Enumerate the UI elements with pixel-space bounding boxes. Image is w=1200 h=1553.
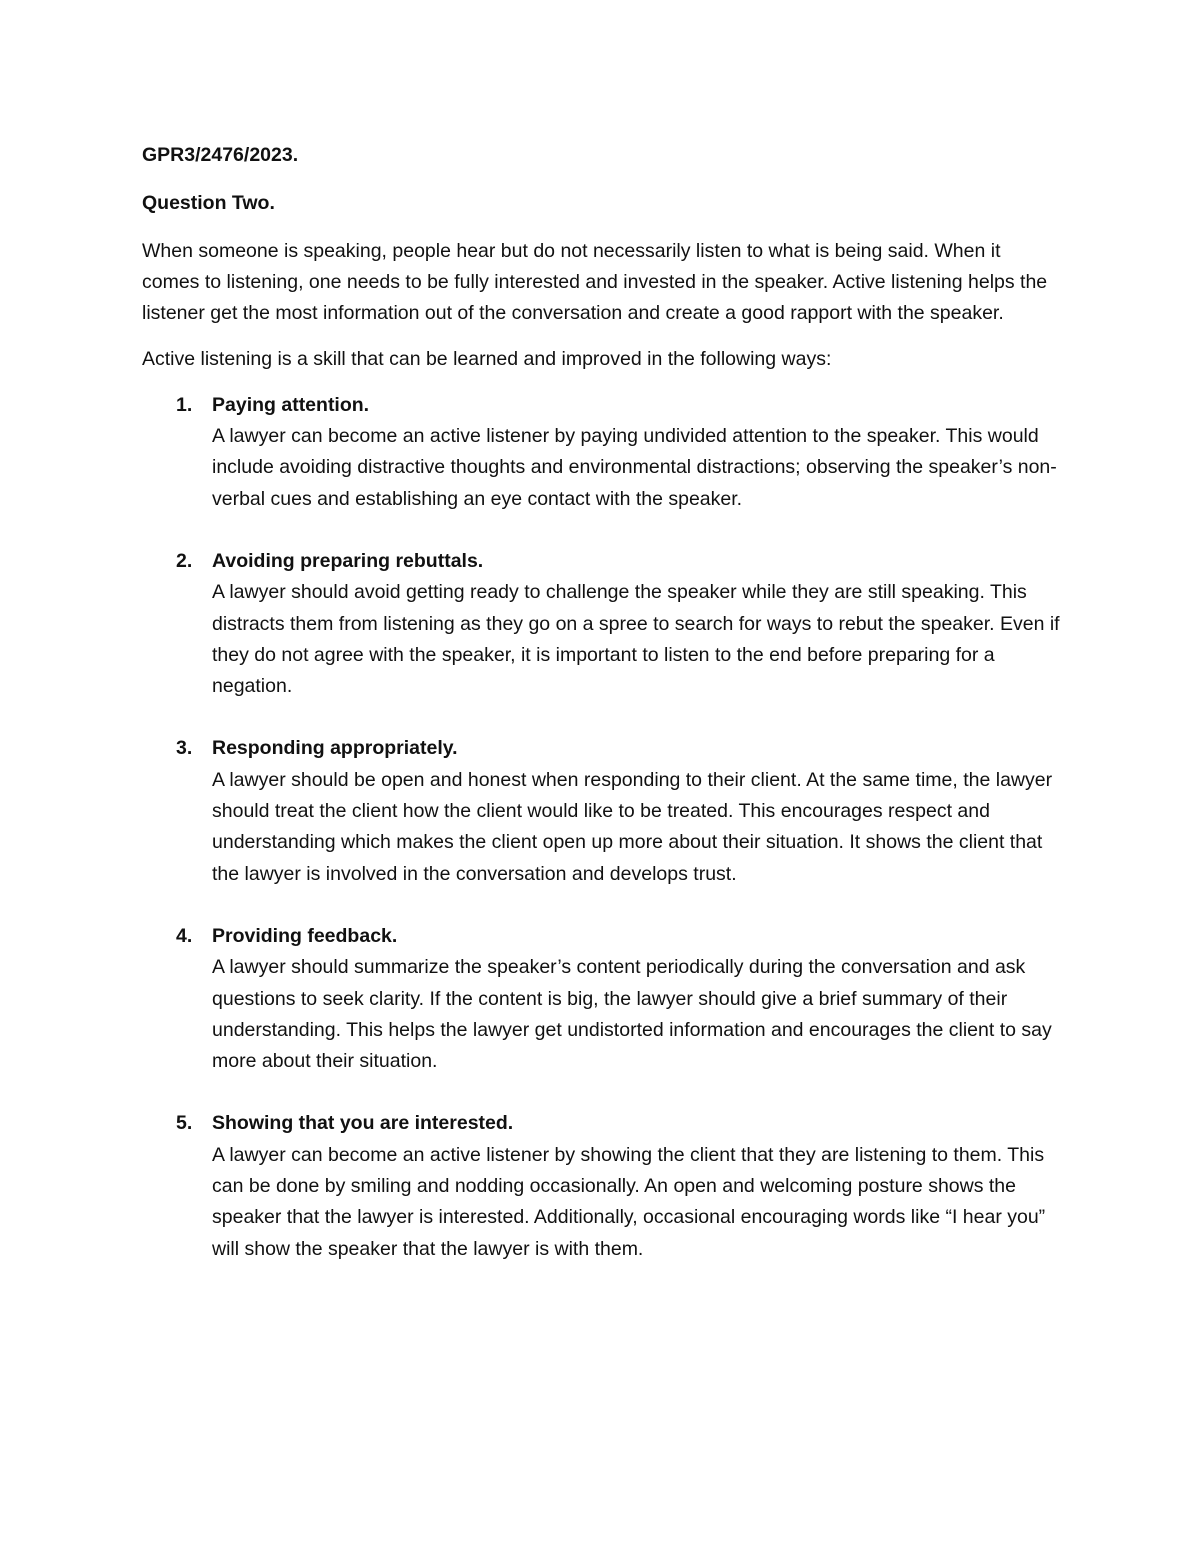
list-item-number: 5. xyxy=(176,1112,193,1135)
list-item-heading: Paying attention. xyxy=(212,393,370,416)
list-item-number: 1. xyxy=(176,393,193,416)
ways-list xyxy=(142,390,1062,1265)
list-item xyxy=(142,1108,1062,1264)
list-item-body: A lawyer can become an active listener by paying undivided attention to the speaker. This would include avoiding distractive thoughts and environmental distractions; observing the speaker’s non-verbal cues and establishing an eye contact with the speaker. xyxy=(212,425,1057,510)
document-id: GPR3/2476/2023. xyxy=(142,144,299,166)
list-item xyxy=(142,546,1062,702)
list-item-body: A lawyer should be open and honest when responding to their client. At the same time, the lawyer should treat the client how the client would like to be treated. This encourages respect and understanding which makes the client open up more about their situation. It shows the client that the lawyer is involved in the conversation and develops trust. xyxy=(212,768,1053,885)
list-item xyxy=(142,733,1062,889)
list-item-body: A lawyer should summarize the speaker’s content periodically during the conversation and ask questions to seek clarity. If the content is big, the lawyer should give a brief summary of their understanding. This helps the lawyer get undistorted information and encourages the client to say more about their situation. xyxy=(212,956,1052,1073)
document-page xyxy=(142,140,1062,1296)
intro-paragraph: When someone is speaking, people hear but do not necessarily listen to what is being said. When it comes to listening, one needs to be fully interested and invested in the speaker. Active listening helps the listener get the most information out of the conversation and create a good rapport with the speaker. xyxy=(142,239,1048,325)
list-item-number: 3. xyxy=(176,737,193,760)
list-item-heading: Responding appropriately. xyxy=(212,737,458,760)
list-item-body: A lawyer can become an active listener by showing the client that they are listening to them. This can be done by smiling and nodding occasionally. An open and welcoming posture shows the speaker that the lawyer is interested. Additionally, occasional encouraging words like “I hear you” will show the speaker that the lawyer is with them. xyxy=(212,1143,1046,1260)
lead-in-paragraph: Active listening is a skill that can be learned and improved in the following ways: xyxy=(142,348,832,371)
list-item xyxy=(142,390,1062,515)
list-item-body: A lawyer should avoid getting ready to challenge the speaker while they are still speaking. This distracts them from listening as they go on a spree to search for ways to rebut the speaker. Even if they do not agree with the speaker, it is important to listen to the end before preparing for a negation. xyxy=(212,581,1060,698)
question-heading: Question Two. xyxy=(142,192,275,215)
list-item-number: 4. xyxy=(176,924,193,947)
list-item-heading: Avoiding preparing rebuttals. xyxy=(212,549,484,572)
list-item-number: 2. xyxy=(176,549,193,572)
list-item xyxy=(142,921,1062,1077)
list-item-heading: Providing feedback. xyxy=(212,924,398,947)
list-item-heading: Showing that you are interested. xyxy=(212,1112,514,1135)
